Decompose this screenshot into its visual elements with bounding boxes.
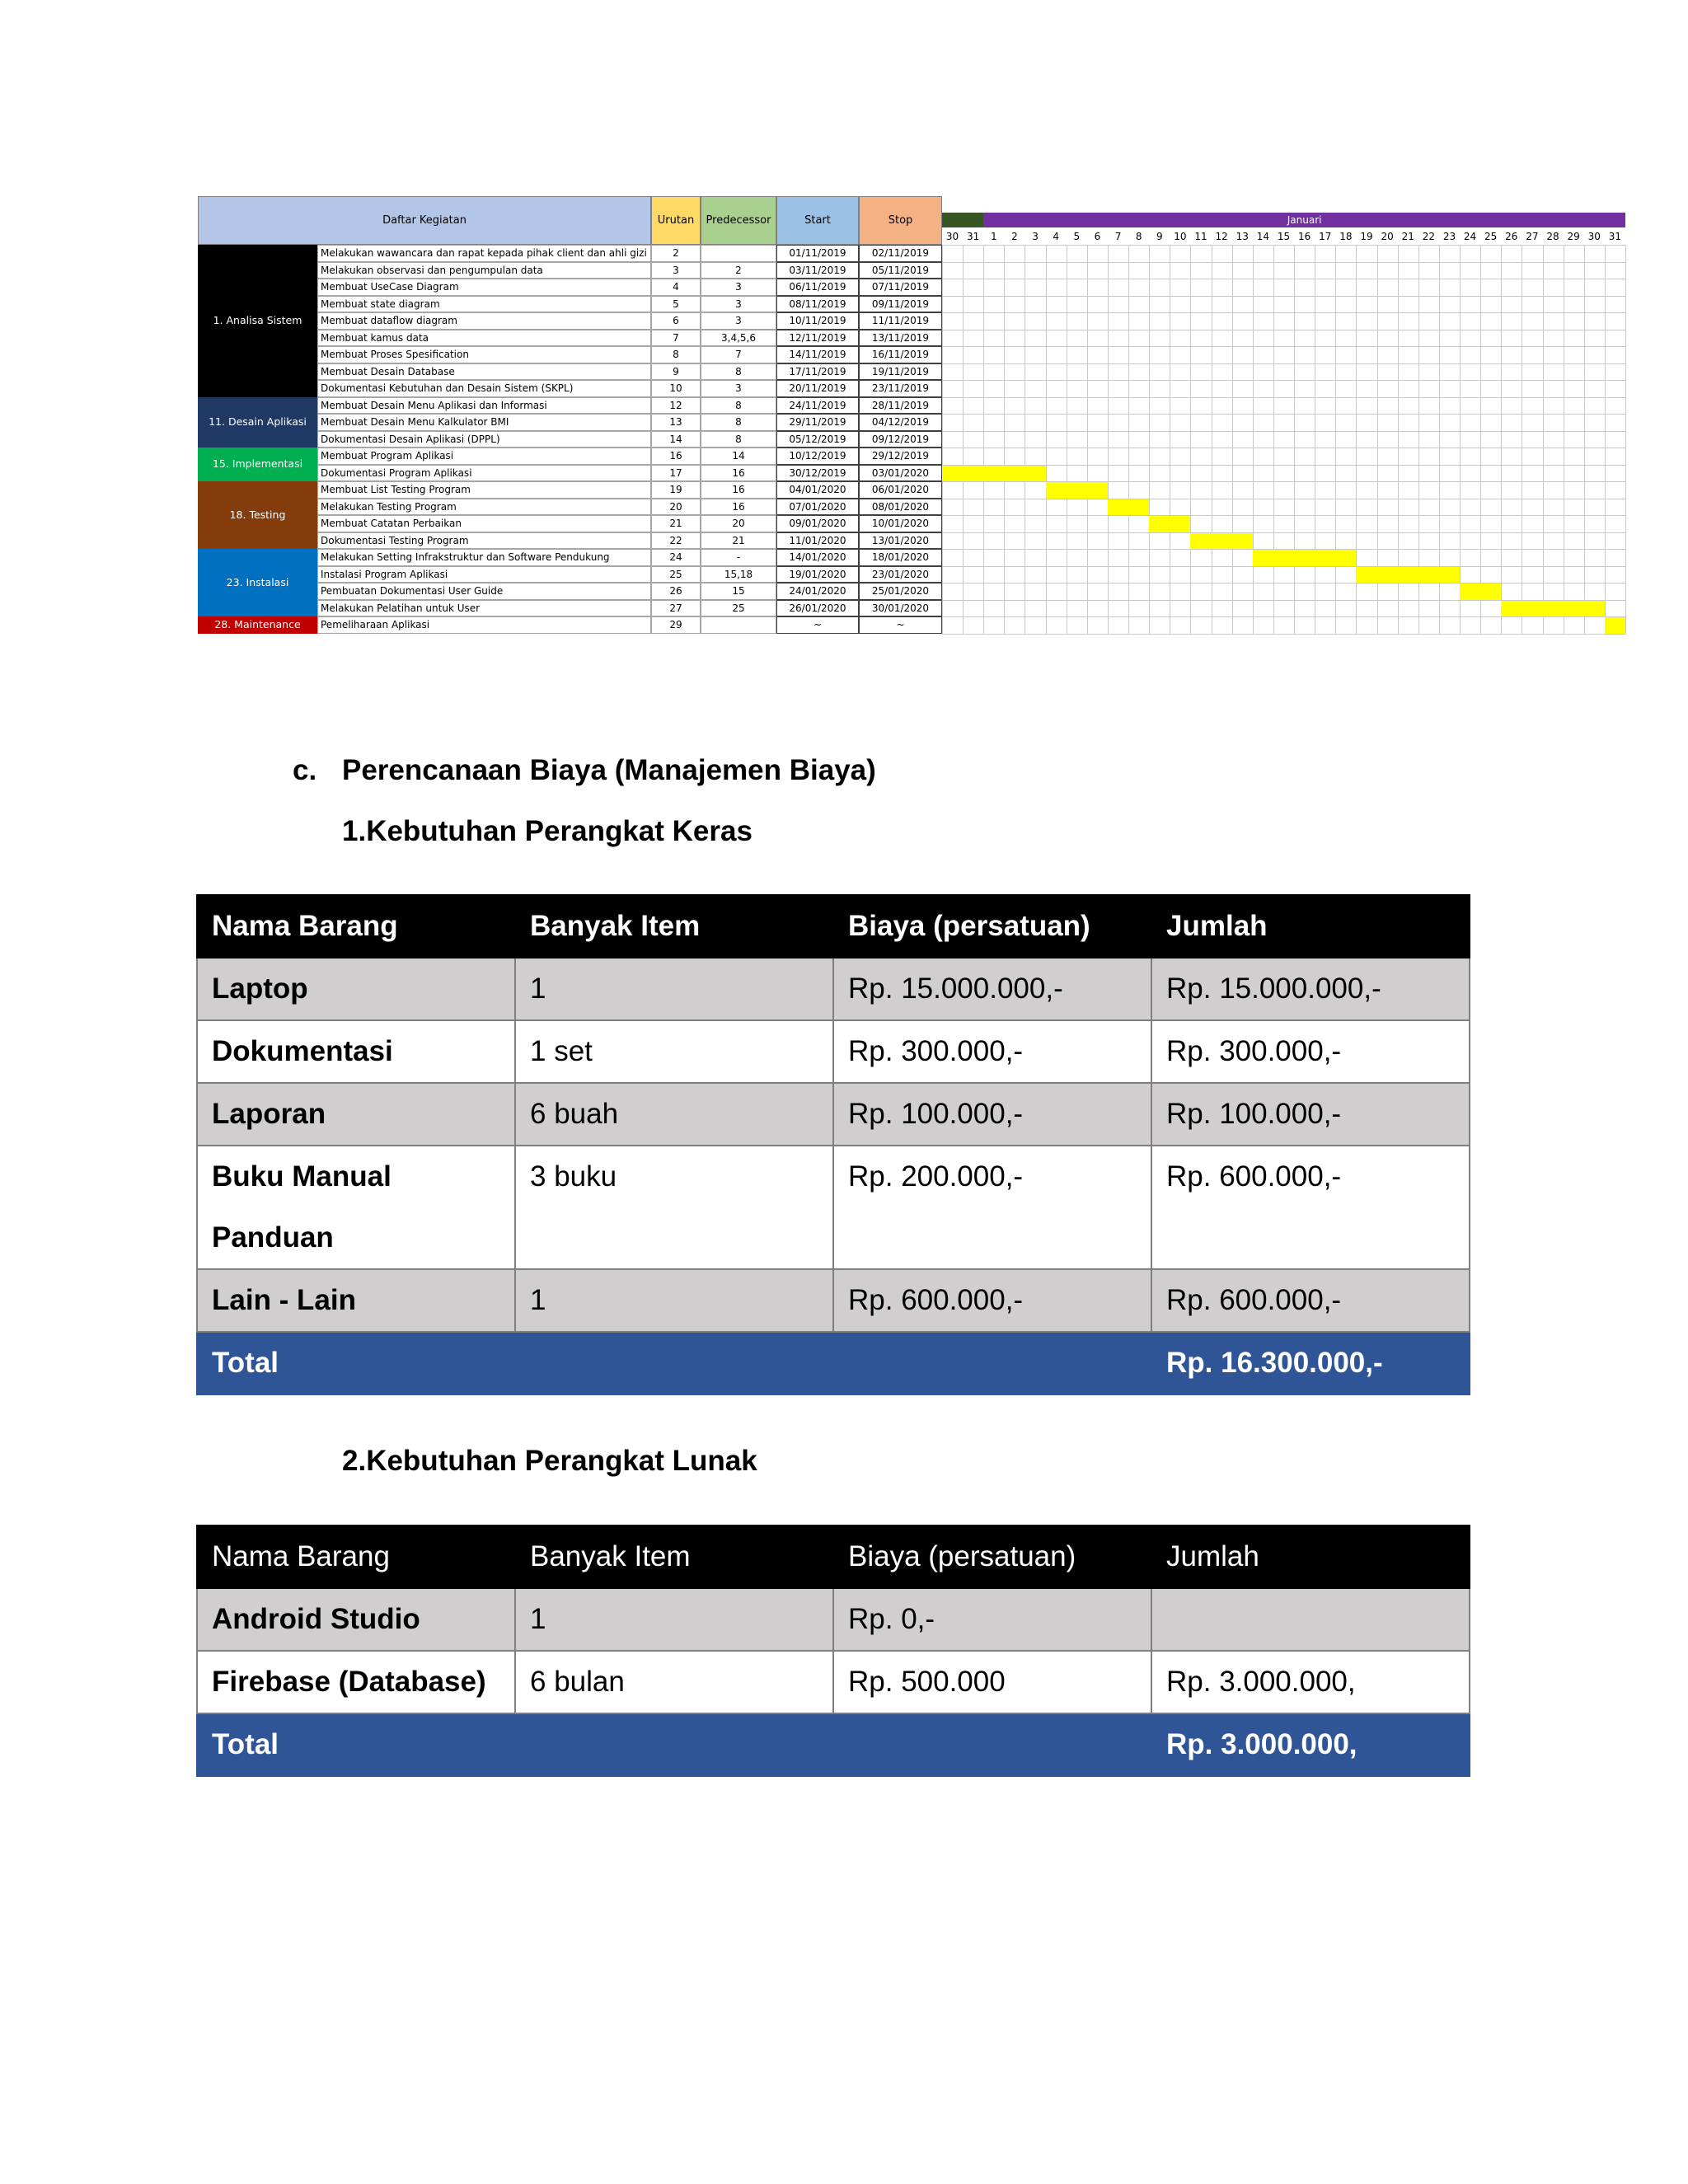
day-number: 27 <box>1526 230 1539 242</box>
header-urutan: Urutan <box>651 196 701 245</box>
day-number: 13 <box>1236 230 1249 242</box>
table-row <box>197 1269 1470 1332</box>
task-stop: 23/11/2019 <box>859 380 942 397</box>
task-name: Melakukan Setting Infrakstruktur dan Software Pendukung <box>317 549 651 566</box>
item-cost: Rp. 15.000.000,- <box>833 958 1151 1020</box>
task-predecessor: 3,4,5,6 <box>701 330 776 347</box>
task-predecessor: 3 <box>701 380 776 397</box>
table-row <box>197 1588 1470 1651</box>
gantt-chart <box>198 196 1625 630</box>
day-number: 25 <box>1484 230 1498 242</box>
task-start: 12/11/2019 <box>776 330 859 347</box>
task-stop: 30/01/2020 <box>859 600 942 617</box>
grid-line <box>942 634 1625 635</box>
grid-line <box>983 245 984 634</box>
phase-cell: 23. Instalasi <box>198 549 317 616</box>
item-cost: Rp. 0,- <box>833 1588 1151 1651</box>
task-urutan: 8 <box>651 346 701 363</box>
task-name: Membuat Desain Database <box>317 363 651 381</box>
task-name: Pemeliharaan Aplikasi <box>317 616 651 634</box>
day-number: 8 <box>1135 230 1142 242</box>
day-number: 23 <box>1442 230 1456 242</box>
task-predecessor: 16 <box>701 499 776 516</box>
grid-line <box>1543 245 1544 634</box>
task-name: Instalasi Program Aplikasi <box>317 566 651 583</box>
task-urutan: 7 <box>651 330 701 347</box>
section-title: Perencanaan Biaya (Manajemen Biaya) <box>342 754 876 786</box>
task-stop: 06/01/2020 <box>859 481 942 499</box>
day-number: 16 <box>1297 230 1311 242</box>
task-urutan: 19 <box>651 481 701 499</box>
grid-line <box>1460 245 1461 634</box>
item-qty: 1 <box>515 1588 833 1651</box>
header-stop: Stop <box>859 196 942 245</box>
task-start: 20/11/2019 <box>776 380 859 397</box>
task-start: 05/12/2019 <box>776 431 859 448</box>
total-label: Total <box>197 1332 515 1394</box>
grid-line <box>1128 245 1129 634</box>
task-stop: 04/12/2019 <box>859 414 942 431</box>
item-name: Android Studio <box>197 1588 515 1651</box>
task-urutan: 14 <box>651 431 701 448</box>
task-predecessor: 20 <box>701 515 776 532</box>
day-number: 15 <box>1277 230 1291 242</box>
grid-line <box>1004 245 1005 634</box>
day-number: 30 <box>945 230 959 242</box>
grid-line <box>942 245 1625 246</box>
task-predecessor: - <box>701 549 776 566</box>
task-stop: 03/01/2020 <box>859 465 942 482</box>
task-urutan: 21 <box>651 515 701 532</box>
task-predecessor: 21 <box>701 532 776 550</box>
task-urutan: 24 <box>651 549 701 566</box>
task-start: 24/01/2020 <box>776 583 859 600</box>
header-start: Start <box>776 196 859 245</box>
task-name: Membuat Desain Menu Kalkulator BMI <box>317 414 651 431</box>
item-total: Rp. 600.000,- <box>1151 1146 1470 1269</box>
task-stop: 18/01/2020 <box>859 549 942 566</box>
task-predecessor <box>701 616 776 634</box>
task-name: Melakukan Testing Program <box>317 499 651 516</box>
task-predecessor: 7 <box>701 346 776 363</box>
day-number: 22 <box>1422 230 1435 242</box>
day-number: 26 <box>1505 230 1518 242</box>
gantt-bar <box>1190 533 1252 550</box>
phase-cell: 28. Maintenance <box>198 616 317 634</box>
task-predecessor: 8 <box>701 397 776 415</box>
col-nama-barang: Nama Barang <box>197 1526 515 1588</box>
day-number: 9 <box>1156 230 1163 242</box>
task-name: Membuat Catatan Perbaikan <box>317 515 651 532</box>
col-jumlah: Jumlah <box>1151 895 1470 958</box>
task-start: 11/01/2020 <box>776 532 859 550</box>
grid-line <box>942 481 1625 482</box>
gantt-bar <box>1501 601 1605 617</box>
grid-line <box>1046 245 1047 634</box>
grid-line <box>1149 245 1150 634</box>
day-number: 10 <box>1174 230 1187 242</box>
task-stop: 09/12/2019 <box>859 431 942 448</box>
total-row <box>197 1332 1470 1394</box>
day-number: 5 <box>1073 230 1081 242</box>
item-total: Rp. 3.000.000, <box>1151 1651 1470 1713</box>
total-label: Total <box>197 1713 515 1776</box>
gantt-bar <box>942 466 1046 482</box>
item-total: Rp. 100.000,- <box>1151 1083 1470 1146</box>
grid-line <box>1190 245 1191 634</box>
item-total: Rp. 15.000.000,- <box>1151 958 1470 1020</box>
task-start: 14/01/2020 <box>776 549 859 566</box>
task-predecessor: 3 <box>701 296 776 313</box>
task-predecessor: 15,18 <box>701 566 776 583</box>
grid-line <box>1501 245 1502 634</box>
grid-line <box>942 566 1625 567</box>
table-row <box>197 1020 1470 1083</box>
grid-line <box>942 312 1625 313</box>
gantt-bar <box>1605 617 1625 634</box>
task-urutan: 6 <box>651 312 701 330</box>
month-band-previous <box>942 213 983 227</box>
task-stop: 29/12/2019 <box>859 448 942 465</box>
task-urutan: 27 <box>651 600 701 617</box>
grid-line <box>1253 245 1254 634</box>
task-start: 29/11/2019 <box>776 414 859 431</box>
hardware-heading: 1.Kebutuhan Perangkat Keras <box>342 815 753 847</box>
table-row <box>197 1651 1470 1713</box>
item-qty: 1 set <box>515 1020 833 1083</box>
task-predecessor: 3 <box>701 312 776 330</box>
task-urutan: 10 <box>651 380 701 397</box>
gantt-bar <box>1108 499 1149 516</box>
item-name: Lain - Lain <box>197 1269 515 1332</box>
month-band-januari: Januari <box>983 213 1625 227</box>
task-start: 24/11/2019 <box>776 397 859 415</box>
grid-line <box>942 431 1625 432</box>
task-start: ~ <box>776 616 859 634</box>
item-cost: Rp. 500.000 <box>833 1651 1151 1713</box>
day-number: 1 <box>990 230 997 242</box>
day-number: 14 <box>1256 230 1269 242</box>
grid-line <box>963 245 964 634</box>
total-row <box>197 1713 1470 1776</box>
task-predecessor: 14 <box>701 448 776 465</box>
task-urutan: 17 <box>651 465 701 482</box>
software-heading: 2.Kebutuhan Perangkat Lunak <box>342 1445 757 1477</box>
gantt-bar <box>1046 482 1108 499</box>
phase-cell: 15. Implementasi <box>198 448 317 481</box>
day-number: 17 <box>1319 230 1332 242</box>
task-name: Pembuatan Dokumentasi User Guide <box>317 583 651 600</box>
task-urutan: 26 <box>651 583 701 600</box>
day-number: 18 <box>1339 230 1353 242</box>
task-predecessor: 25 <box>701 600 776 617</box>
grid-line <box>1625 245 1626 634</box>
task-name: Membuat dataflow diagram <box>317 312 651 330</box>
col-nama-barang: Nama Barang <box>197 895 515 958</box>
task-urutan: 20 <box>651 499 701 516</box>
task-name: Melakukan observasi dan pengumpulan data <box>317 262 651 279</box>
grid-line <box>942 346 1625 347</box>
task-stop: 08/01/2020 <box>859 499 942 516</box>
task-name: Membuat kamus data <box>317 330 651 347</box>
task-start: 08/11/2019 <box>776 296 859 313</box>
task-stop: 16/11/2019 <box>859 346 942 363</box>
total-empty <box>515 1332 833 1394</box>
task-stop: 19/11/2019 <box>859 363 942 381</box>
day-number: 31 <box>1608 230 1622 242</box>
grid-line <box>1273 245 1274 634</box>
task-predecessor: 16 <box>701 465 776 482</box>
item-qty: 6 bulan <box>515 1651 833 1713</box>
task-name: Melakukan wawancara dan rapat kepada pihak client dan ahli gizi <box>317 245 651 262</box>
table-header-row <box>197 895 1470 958</box>
table-row <box>197 958 1470 1020</box>
phase-cell: 18. Testing <box>198 481 317 549</box>
task-stop: 13/01/2020 <box>859 532 942 550</box>
task-predecessor: 8 <box>701 431 776 448</box>
day-number: 19 <box>1360 230 1373 242</box>
day-number: 7 <box>1114 230 1122 242</box>
task-start: 14/11/2019 <box>776 346 859 363</box>
task-predecessor: 8 <box>701 363 776 381</box>
item-name: Dokumentasi <box>197 1020 515 1083</box>
item-name: Laporan <box>197 1083 515 1146</box>
task-stop: 28/11/2019 <box>859 397 942 415</box>
item-total: Rp. 600.000,- <box>1151 1269 1470 1332</box>
header-daftar-kegiatan: Daftar Kegiatan <box>198 196 651 245</box>
task-name: Dokumentasi Testing Program <box>317 532 651 550</box>
grid-line <box>1232 245 1233 634</box>
phase-cell: 1. Analisa Sistem <box>198 245 317 397</box>
task-stop: 11/11/2019 <box>859 312 942 330</box>
task-urutan: 16 <box>651 448 701 465</box>
item-qty: 1 <box>515 1269 833 1332</box>
gantt-bar <box>1149 516 1190 532</box>
total-empty <box>833 1713 1151 1776</box>
task-name: Membuat UseCase Diagram <box>317 279 651 296</box>
item-cost: Rp. 300.000,- <box>833 1020 1151 1083</box>
item-name-line1: Buku Manual <box>212 1160 392 1193</box>
item-qty: 1 <box>515 958 833 1020</box>
day-number: 4 <box>1053 230 1059 242</box>
task-name: Membuat List Testing Program <box>317 481 651 499</box>
task-start: 09/01/2020 <box>776 515 859 532</box>
day-number: 12 <box>1215 230 1228 242</box>
task-stop: ~ <box>859 616 942 634</box>
task-stop: 07/11/2019 <box>859 279 942 296</box>
grid-line <box>1584 245 1585 634</box>
task-urutan: 9 <box>651 363 701 381</box>
header-predecessor: Predecessor <box>701 196 776 245</box>
table-row <box>197 1146 1470 1269</box>
grid-line <box>1294 245 1295 634</box>
gantt-bar <box>1356 567 1460 583</box>
task-predecessor: 15 <box>701 583 776 600</box>
grid-line <box>942 515 1625 516</box>
task-urutan: 29 <box>651 616 701 634</box>
item-name <box>197 1146 515 1269</box>
task-predecessor: 16 <box>701 481 776 499</box>
task-predecessor: 2 <box>701 262 776 279</box>
task-name: Membuat Desain Menu Aplikasi dan Informasi <box>317 397 651 415</box>
item-total <box>1151 1588 1470 1651</box>
phase-cell: 11. Desain Aplikasi <box>198 397 317 448</box>
task-stop: 13/11/2019 <box>859 330 942 347</box>
col-banyak-item: Banyak Item <box>515 895 833 958</box>
task-urutan: 13 <box>651 414 701 431</box>
grid-line <box>1605 245 1606 634</box>
item-name-line2: Panduan <box>212 1221 334 1254</box>
item-cost: Rp. 600.000,- <box>833 1269 1151 1332</box>
day-number: 24 <box>1463 230 1477 242</box>
task-start: 19/01/2020 <box>776 566 859 583</box>
section-heading <box>293 754 876 787</box>
software-table <box>196 1525 1470 1777</box>
day-number: 2 <box>1011 230 1018 242</box>
gantt-bar <box>1460 583 1501 600</box>
task-start: 06/11/2019 <box>776 279 859 296</box>
task-name: Dokumentasi Kebutuhan dan Desain Sistem (SKPL) <box>317 380 651 397</box>
col-banyak-item: Banyak Item <box>515 1526 833 1588</box>
grid-line <box>1108 245 1109 634</box>
task-start: 26/01/2020 <box>776 600 859 617</box>
item-name: Laptop <box>197 958 515 1020</box>
task-start: 17/11/2019 <box>776 363 859 381</box>
day-number: 21 <box>1401 230 1414 242</box>
task-predecessor: 3 <box>701 279 776 296</box>
day-number: 6 <box>1094 230 1101 242</box>
total-value: Rp. 16.300.000,- <box>1151 1332 1470 1394</box>
task-name: Dokumentasi Program Aplikasi <box>317 465 651 482</box>
day-number: 29 <box>1567 230 1580 242</box>
task-start: 04/01/2020 <box>776 481 859 499</box>
item-total: Rp. 300.000,- <box>1151 1020 1470 1083</box>
grid-line <box>942 262 1625 263</box>
day-number: 3 <box>1032 230 1039 242</box>
grid-line <box>1087 245 1088 634</box>
grid-line <box>942 296 1625 297</box>
task-urutan: 25 <box>651 566 701 583</box>
task-urutan: 5 <box>651 296 701 313</box>
grid-line <box>942 363 1625 364</box>
gantt-bar <box>1253 550 1357 566</box>
task-start: 07/01/2020 <box>776 499 859 516</box>
task-start: 01/11/2019 <box>776 245 859 262</box>
task-start: 30/12/2019 <box>776 465 859 482</box>
day-number: 20 <box>1381 230 1394 242</box>
table-row <box>197 1083 1470 1146</box>
task-stop: 23/01/2020 <box>859 566 942 583</box>
col-biaya: Biaya (persatuan) <box>833 1526 1151 1588</box>
hardware-table <box>196 894 1470 1395</box>
col-biaya: Biaya (persatuan) <box>833 895 1151 958</box>
task-urutan: 4 <box>651 279 701 296</box>
day-number: 11 <box>1194 230 1207 242</box>
item-name: Firebase (Database) <box>197 1651 515 1713</box>
task-stop: 05/11/2019 <box>859 262 942 279</box>
table-header-row <box>197 1526 1470 1588</box>
grid-line <box>1335 245 1336 634</box>
task-urutan: 3 <box>651 262 701 279</box>
col-jumlah: Jumlah <box>1151 1526 1470 1588</box>
item-qty: 6 buah <box>515 1083 833 1146</box>
task-stop: 02/11/2019 <box>859 245 942 262</box>
day-number: 30 <box>1587 230 1601 242</box>
item-cost: Rp. 100.000,- <box>833 1083 1151 1146</box>
item-cost: Rp. 200.000,- <box>833 1146 1151 1269</box>
total-empty <box>833 1332 1151 1394</box>
grid-line <box>942 616 1625 617</box>
task-name: Membuat Program Aplikasi <box>317 448 651 465</box>
grid-line <box>942 380 1625 381</box>
day-number: 28 <box>1546 230 1559 242</box>
task-predecessor: 8 <box>701 414 776 431</box>
task-predecessor <box>701 245 776 262</box>
section-letter: c. <box>293 754 317 786</box>
grid-line <box>1480 245 1481 634</box>
day-number: 31 <box>967 230 980 242</box>
task-name: Dokumentasi Desain Aplikasi (DPPL) <box>317 431 651 448</box>
task-urutan: 22 <box>651 532 701 550</box>
item-qty: 3 buku <box>515 1146 833 1269</box>
task-name: Membuat Proses Spesification <box>317 346 651 363</box>
task-stop: 10/01/2020 <box>859 515 942 532</box>
task-stop: 09/11/2019 <box>859 296 942 313</box>
total-empty <box>515 1713 833 1776</box>
task-start: 10/12/2019 <box>776 448 859 465</box>
task-urutan: 12 <box>651 397 701 415</box>
task-stop: 25/01/2020 <box>859 583 942 600</box>
grid-line <box>942 532 1625 533</box>
task-start: 10/11/2019 <box>776 312 859 330</box>
total-value: Rp. 3.000.000, <box>1151 1713 1470 1776</box>
grid-line <box>942 414 1625 415</box>
task-start: 03/11/2019 <box>776 262 859 279</box>
grid-line <box>942 397 1625 398</box>
task-urutan: 2 <box>651 245 701 262</box>
grid-line <box>942 245 943 634</box>
task-name: Membuat state diagram <box>317 296 651 313</box>
task-name: Melakukan Pelatihan untuk User <box>317 600 651 617</box>
